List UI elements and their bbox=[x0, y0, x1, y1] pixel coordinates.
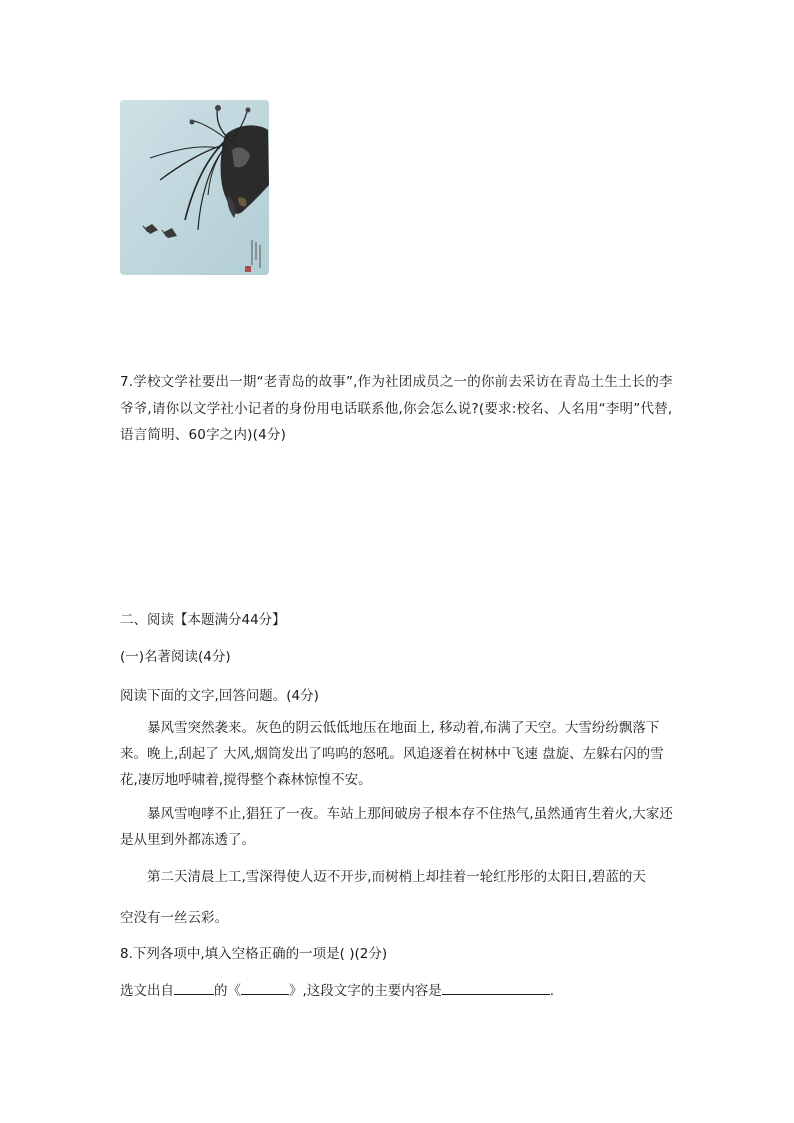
main-content-blank[interactable] bbox=[442, 980, 550, 995]
fill-text-2: 的《 bbox=[214, 983, 241, 999]
fill-text-end: . bbox=[549, 983, 555, 999]
fill-text-3: 》,这段文字的主要内容是 bbox=[289, 983, 442, 999]
section-2-title: 二、阅读【本题满分44分】 bbox=[120, 612, 286, 628]
ink-painting-orchid-rock-birds-icon bbox=[120, 100, 269, 275]
passage-paragraph-3: 第二天清晨上工,雪深得使人迈不开步,而树梢上却挂着一轮红彤彤的太阳日,碧蓝的天 bbox=[147, 869, 646, 885]
book-title-blank[interactable] bbox=[241, 980, 289, 995]
question-7: 7.学校文学社要出一期“老青岛的故事”,作为社团成员之一的你前去采访在青岛土生土长的李爷爷,请你以文学社小记者的身份用电话联系他,你会怎么说?(要求:校名、人名用“李明”代替,语言简明、60字之内)(4分) bbox=[120, 374, 673, 443]
ink-painting-image bbox=[120, 100, 269, 275]
fill-text-1: 选文出自 bbox=[120, 983, 174, 999]
passage-paragraph-2: 暴风雪咆哮不止,猖狂了一夜。车站上那间破房子根本存不住热气,虽然通宵生着火,大家还是从里到外都冻透了。 bbox=[120, 806, 673, 848]
passage-paragraph-3-continued: 空没有一丝云彩。 bbox=[120, 910, 228, 926]
passage-paragraph-1: 暴风雪突然袭来。灰色的阴云低低地压在地面上, 移动着,布满了天空。大雪纷纷飘落下来。晚上,刮起了 大风,烟筒发出了呜呜的怒吼。风追逐着在树林中飞速 盘旋、左躲右闪的雪花,凄厉地呼啸着,搅得整个森林惊惶不安。 bbox=[120, 720, 664, 788]
reading-instruction: 阅读下面的文字,回答问题。(4分) bbox=[120, 688, 319, 704]
question-8-fill-line bbox=[120, 979, 554, 999]
author-blank[interactable] bbox=[174, 980, 214, 995]
question-8: 8.下列各项中,填入空格正确的一项是( )(2分) bbox=[120, 946, 388, 962]
section-2-sub1: (一)名著阅读(4分) bbox=[120, 649, 231, 665]
